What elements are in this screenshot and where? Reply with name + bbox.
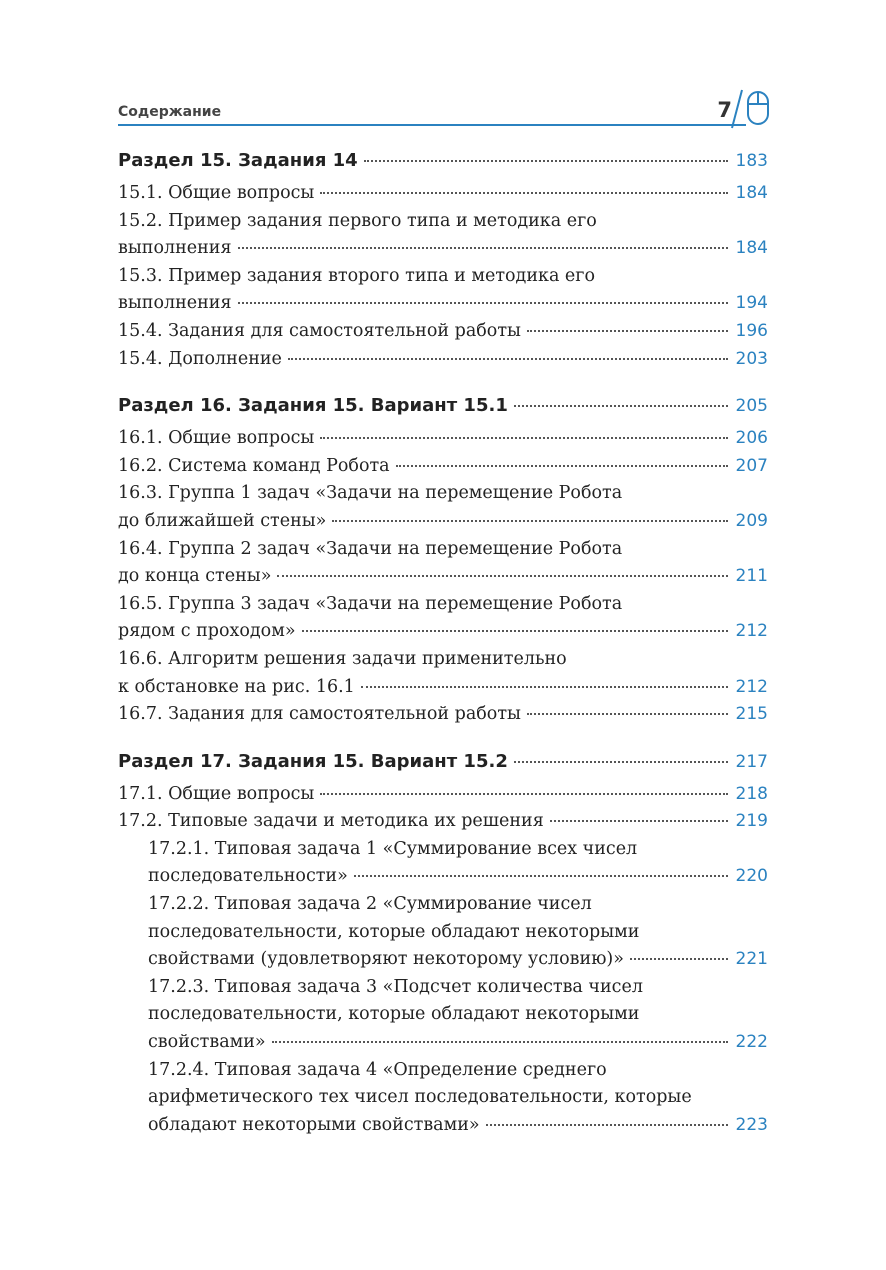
page-ref: 184 <box>735 183 768 203</box>
toc-item[interactable] <box>118 808 768 836</box>
leader-dots <box>332 520 728 522</box>
toc-section-15[interactable] <box>118 150 768 180</box>
item-text: обладают некоторыми свойствами» <box>148 1114 480 1135</box>
leader-dots <box>630 958 728 960</box>
item-text: 16.2. Система команд Робота <box>118 455 390 476</box>
toc-subitem[interactable] <box>118 836 768 891</box>
mouse-icon <box>730 86 774 132</box>
leader-dots <box>272 1041 728 1043</box>
leader-dots <box>320 192 728 194</box>
toc-item[interactable] <box>118 208 768 263</box>
item-text: до ближайшей стены» <box>118 510 327 531</box>
item-text: выполнения <box>118 293 232 314</box>
leader-dots <box>527 713 728 715</box>
page-ref: 219 <box>735 811 768 832</box>
toc-item[interactable] <box>118 318 768 346</box>
item-text: 17.2.2. Типовая задача 2 «Суммирование чисел <box>148 894 592 915</box>
toc-subitem[interactable] <box>118 974 768 1057</box>
header-title: Содержание <box>118 104 222 120</box>
item-text: 16.3. Группа 1 задач «Задачи на перемещение Робота <box>118 483 623 504</box>
page-ref: 222 <box>735 1032 768 1053</box>
page-ref: 221 <box>735 949 768 970</box>
item-text: 17.1. Общие вопросы <box>118 783 315 804</box>
leader-dots <box>364 160 728 162</box>
item-text: выполнения <box>118 238 232 259</box>
leader-dots <box>514 405 728 407</box>
page-ref: 211 <box>735 566 768 587</box>
page-number: 7 <box>717 98 732 122</box>
item-text: арифметического тех чисел последовательности, которые <box>148 1087 692 1108</box>
leader-dots <box>514 761 728 763</box>
toc-subitem[interactable] <box>118 891 768 974</box>
page-ref: 220 <box>735 866 768 887</box>
item-text: 17.2.4. Типовая задача 4 «Определение среднего <box>148 1059 607 1080</box>
section-title: Раздел 15. Задания 14 <box>118 150 358 171</box>
item-text: 15.4. Дополнение <box>118 348 282 369</box>
toc-item[interactable] <box>118 646 768 701</box>
section-title: Раздел 17. Задания 15. Вариант 15.2 <box>118 750 508 772</box>
item-text: 16.5. Группа 3 задач «Задачи на перемещение Робота <box>118 593 623 614</box>
page-ref: 223 <box>735 1114 768 1135</box>
leader-dots <box>320 437 728 439</box>
item-text: последовательности, которые обладают некоторыми <box>148 1004 640 1025</box>
item-text: до конца стены» <box>118 566 272 587</box>
page-ref: 183 <box>735 151 768 171</box>
item-text: 15.4. Задания для самостоятельной работы <box>118 320 521 341</box>
section-title: Раздел 16. Задания 15. Вариант 15.1 <box>118 395 508 417</box>
leader-dots <box>320 793 728 795</box>
page-ref: 209 <box>735 510 768 531</box>
item-text: 17.2.1. Типовая задача 1 «Суммирование всех чисел <box>148 838 638 859</box>
item-text: свойствами (удовлетворяют некоторому условию)» <box>148 949 624 970</box>
toc-item[interactable] <box>118 453 768 481</box>
item-text: 17.2.3. Типовая задача 3 «Подсчет количества чисел <box>148 976 643 997</box>
page-ref: 212 <box>735 676 768 697</box>
leader-dots <box>238 302 729 304</box>
toc-item[interactable] <box>118 701 768 729</box>
toc-item[interactable] <box>118 536 768 591</box>
item-text: свойствами» <box>148 1032 266 1053</box>
item-text: 15.3. Пример задания второго типа и методика его <box>118 265 595 286</box>
item-text: к обстановке на рис. 16.1 <box>118 676 355 697</box>
item-text: 16.6. Алгоритм решения задачи применительно <box>118 648 567 669</box>
item-text: 16.4. Группа 2 задач «Задачи на перемещение Робота <box>118 538 623 559</box>
page-ref: 212 <box>735 621 768 642</box>
leader-dots <box>396 465 728 467</box>
toc-item[interactable] <box>118 480 768 535</box>
leader-dots <box>361 686 728 688</box>
leader-dots <box>550 820 728 822</box>
leader-dots <box>527 330 728 332</box>
leader-dots <box>302 630 728 632</box>
table-of-contents <box>118 150 768 1139</box>
page-ref: 218 <box>735 783 768 804</box>
page-header <box>118 96 746 126</box>
item-text: последовательности» <box>148 866 348 887</box>
item-text: 15.2. Пример задания первого типа и методика его <box>118 210 597 231</box>
toc-section-17[interactable] <box>118 751 768 781</box>
page-ref: 203 <box>735 348 768 369</box>
toc-subitem[interactable] <box>118 1057 768 1140</box>
toc-item[interactable] <box>118 263 768 318</box>
item-text: последовательности, которые обладают некоторыми <box>148 921 640 942</box>
item-text: 16.1. Общие вопросы <box>118 428 315 449</box>
page-ref: 206 <box>735 428 768 449</box>
leader-dots <box>238 247 729 249</box>
page-ref: 215 <box>735 704 768 725</box>
item-text: 15.1. Общие вопросы <box>118 183 315 203</box>
leader-dots <box>288 358 728 360</box>
leader-dots <box>277 575 728 577</box>
leader-dots <box>486 1124 728 1126</box>
page-ref: 196 <box>735 320 768 341</box>
toc-item[interactable] <box>118 781 768 809</box>
toc-section-16[interactable] <box>118 395 768 425</box>
toc-item[interactable] <box>118 591 768 646</box>
toc-item[interactable] <box>118 346 768 374</box>
page-ref: 207 <box>735 455 768 476</box>
page-ref: 217 <box>735 751 768 772</box>
page-ref: 194 <box>735 293 768 314</box>
item-text: 16.7. Задания для самостоятельной работы <box>118 704 521 725</box>
leader-dots <box>354 875 728 877</box>
toc-item[interactable] <box>118 180 768 208</box>
page-ref: 184 <box>735 238 768 259</box>
toc-item[interactable] <box>118 425 768 453</box>
item-text: рядом с проходом» <box>118 621 296 642</box>
page-ref: 205 <box>735 396 768 417</box>
item-text: 17.2. Типовые задачи и методика их решения <box>118 811 544 832</box>
